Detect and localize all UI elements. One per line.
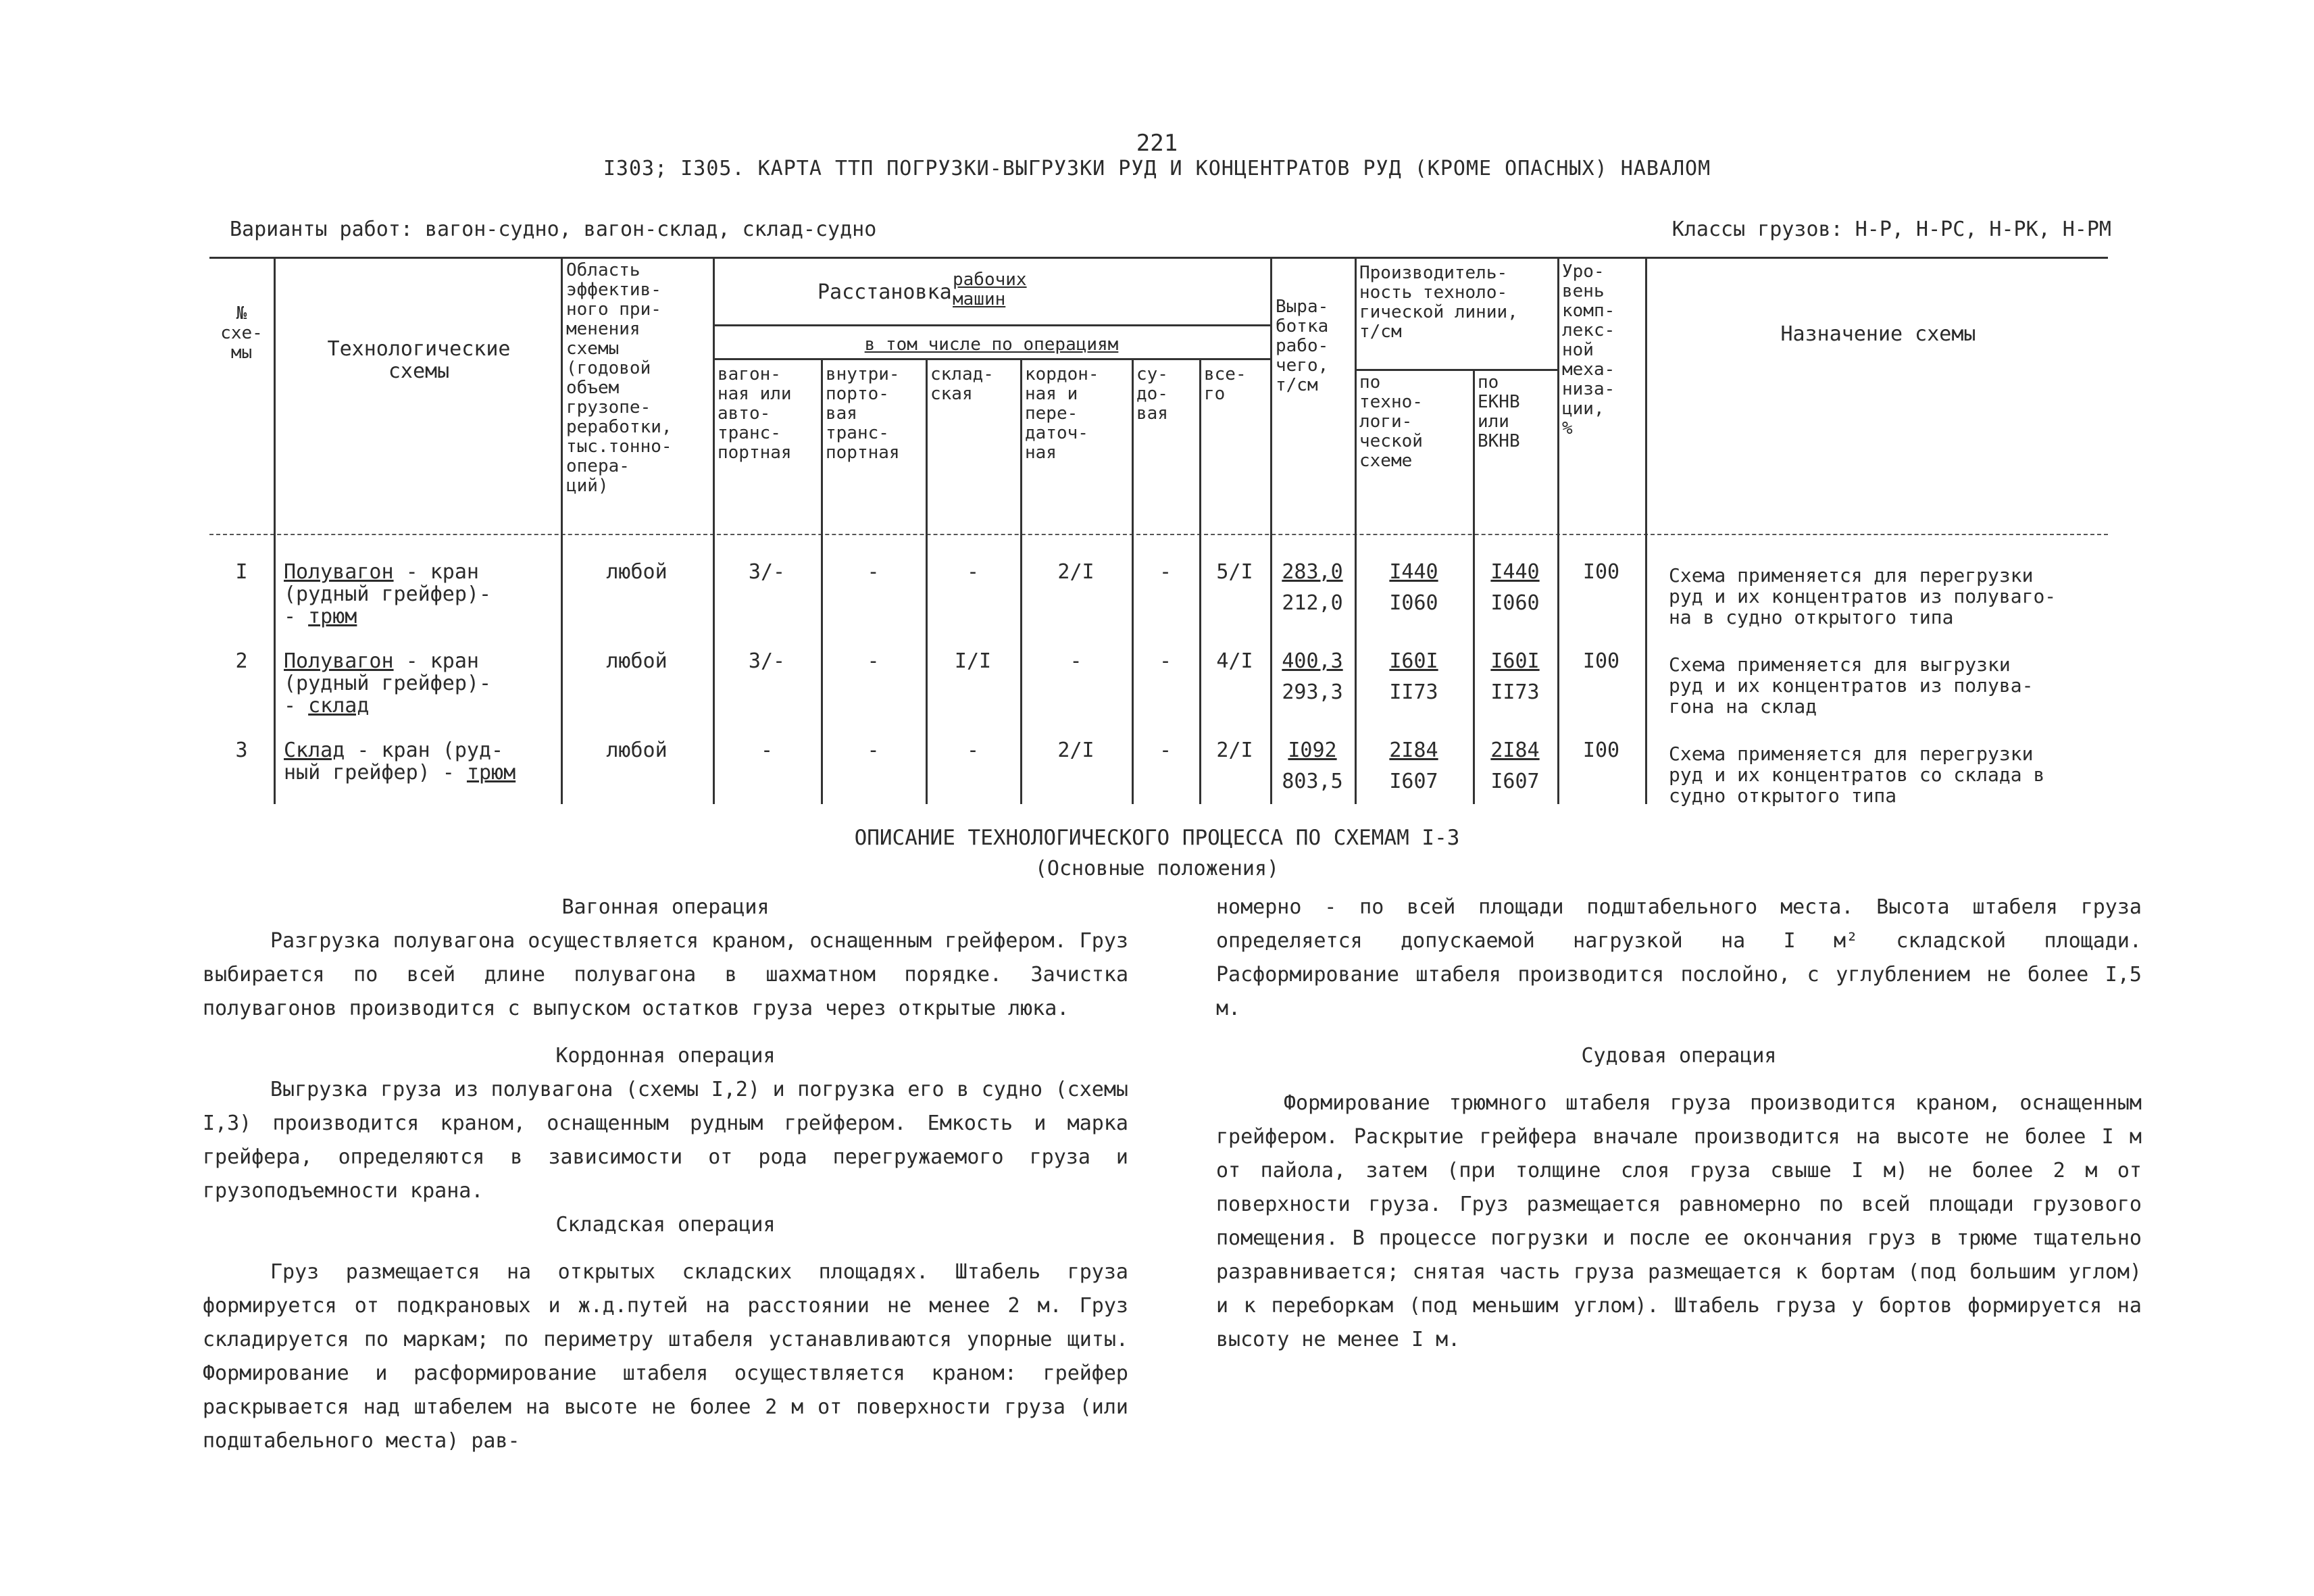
row-2-op-warehouse: I/I	[954, 649, 992, 673]
work-variants: Варианты работ: вагон-судно, вагон-склад, склад-судно	[230, 218, 877, 241]
cargo-classes: Классы грузов: Н-Р, Н-РС, Н-РК, Н-РМ	[1671, 218, 2111, 241]
row-1-op-wagon: 3/-	[748, 560, 786, 584]
row-2-op-wagon: 3/-	[748, 649, 786, 673]
row-3-scheme: Склад - кран (руд- ный грейфер) - трюм	[284, 739, 516, 784]
row-2-op-cordon: -	[1070, 649, 1082, 673]
row-1-purpose: Схема применяется для перегрузки руд и их концентратов из полуваго- на в судно открытого типа	[1669, 564, 2057, 628]
warehouse-operation-text: Груз размещается на открытых складских площадях. Штабель груза формируется от подкрановых и ж.д.путей на расстоянии не менее 2 м. Груз складируется по маркам; по периметру штабеля устанавливаются упорные щиты. Формирование и расформирование штабеля осуществляется краном: грейфер раскрывается над штабелем на высоте не более 2 м от поверхности груза (или подштабельного места) рав-	[203, 1260, 1128, 1453]
row-1-prod-scheme-top: I440	[1389, 560, 1438, 584]
technology-table	[209, 257, 2108, 807]
row-3-op-wagon: -	[760, 739, 774, 762]
row-1-prod-scheme-bottom: I060	[1389, 591, 1438, 615]
row-2-prod-eknv-top: I60I	[1490, 649, 1540, 673]
row-3-op-warehouse: -	[966, 739, 980, 762]
description-title: ОПИСАНИЕ ТЕХНОЛОГИЧЕСКОГО ПРОЦЕССА ПО СХЕМАМ I-3	[854, 826, 1460, 850]
row-3-op-total: 2/I	[1216, 739, 1253, 762]
row-3-area: любой	[606, 739, 668, 762]
col-rule	[1557, 257, 1559, 804]
row-2-scheme: Полувагон - кран (рудный грейфер)- - склад	[284, 649, 492, 718]
row-1-area: любой	[606, 560, 668, 584]
header-op-cordon: кордон- ная и пере- даточ- ная	[1025, 364, 1099, 463]
row-1-scheme: Полувагон - кран (рудный грейфер)- - трюм	[284, 560, 492, 628]
row-2-op-total: 4/I	[1216, 649, 1253, 673]
warehouse-operation-heading: Складская операция	[555, 1213, 776, 1237]
row-2-op-internal: -	[867, 649, 880, 673]
row-3-prod-scheme-top: 2I84	[1389, 739, 1438, 762]
row-1-op-cordon: 2/I	[1057, 560, 1095, 584]
table-top-rule	[209, 257, 2108, 259]
col-rule	[274, 257, 276, 804]
ship-operation-text: Формирование трюмного штабеля груза производится краном, оснащенным грейфером. Раскрытие грейфера вначале производится на высоте не более I м от пайола, затем (при толщине слоя груза свыше I м) не более 2 м от поверхности груза. Груз размещается равномерно по всей площади грузового помещения. В процессе погрузки и после ее окончания груз в трюме тщательно разравнивается; снятая часть груза размещается к бортам (под большим углом) и к переборкам (под меньшим углом). Штабель груза у бортов формируется на высоту не менее I м.	[1216, 1091, 2142, 1351]
row-2-output-bottom: 293,3	[1282, 680, 1343, 704]
row-2-prod-scheme-top: I60I	[1389, 649, 1438, 673]
row-3-prod-eknv-top: 2I84	[1490, 739, 1540, 762]
cordon-operation-text: Выгрузка груза из полувагона (схемы I,2) и погрузка его в судно (схемы I,3) производится краном, оснащенным рудным грейфером. Емкость и марка грейфера, определяются в зависимости от рода перегружаемого груза и грузоподъемности крана.	[203, 1078, 1128, 1203]
row-2-output-top: 400,3	[1282, 649, 1343, 673]
header-op-internal: внутри- порто- вая транс- портная	[826, 364, 900, 463]
header-purpose: Назначение схемы	[1780, 322, 1976, 346]
row-1-op-warehouse: -	[966, 560, 980, 584]
cordon-operation-heading: Кордонная операция	[555, 1044, 776, 1068]
warehouse-operation-continued: номерно - по всей площади подштабельного места. Высота штабеля груза определяется допускаемой нагрузкой на I м² складской площади. Расформирование штабеля производится послойно, с углублением не более I,5 м.	[1216, 895, 2142, 1020]
row-1-op-ship: -	[1159, 560, 1172, 584]
row-3-mechanization: I00	[1582, 739, 1620, 762]
row-3-prod-eknv-bottom: I607	[1490, 770, 1540, 793]
row-2-mechanization: I00	[1582, 649, 1620, 673]
header-op-warehouse: склад- ская	[930, 364, 994, 404]
header-prod-scheme: по техно- логи- ческой схеме	[1359, 372, 1423, 471]
col-rule	[1355, 257, 1357, 804]
row-3-op-internal: -	[867, 739, 880, 762]
header-bottom-rule	[209, 534, 2108, 535]
row-2-no: 2	[235, 649, 248, 673]
header-mechanization: Уро- вень комп- лекс- ной меха- низа- ции, %	[1562, 261, 1615, 439]
col-rule	[1270, 257, 1272, 804]
ship-operation-heading: Судовая операция	[1581, 1044, 1777, 1068]
row-3-no: 3	[235, 739, 248, 762]
row-1-prod-eknv-bottom: I060	[1490, 591, 1540, 615]
wagon-operation-text: Разгрузка полувагона осуществляется краном, оснащенным грейфером. Груз выбирается по всей длине полувагона в шахматном порядке. Зачистка полувагонов производится с выпуском остатков груза через открытые люка.	[203, 929, 1128, 1020]
row-1-no: I	[235, 560, 248, 584]
header-scheme-no: № схе- мы	[220, 303, 263, 363]
row-3-output-bottom: 803,5	[1282, 770, 1343, 793]
row-3-op-ship: -	[1159, 739, 1172, 762]
description-subtitle: (Основные положения)	[1034, 857, 1280, 880]
header-by-operation: в том числе по операциям	[864, 334, 1119, 355]
row-1-prod-eknv-top: I440	[1490, 560, 1540, 584]
row-3-op-cordon: 2/I	[1057, 739, 1095, 762]
row-2-op-ship: -	[1159, 649, 1172, 673]
header-prod-eknv: по ЕКНВ или ВКНВ	[1478, 372, 1520, 451]
header-op-ship: су- до- вая	[1136, 364, 1168, 424]
row-2-prod-scheme-bottom: II73	[1389, 680, 1438, 704]
row-1-op-total: 5/I	[1216, 560, 1253, 584]
row-1-output-top: 283,0	[1282, 560, 1343, 584]
row-2-purpose: Схема применяется для выгрузки руд и их концентратов из полува- гона на склад	[1669, 653, 2034, 718]
row-1-mechanization: I00	[1582, 560, 1620, 584]
header-area: Область эффектив- ного при- менения схемы (годовой объем грузопе- реработки, тыс.тонно- опера- ций)	[566, 260, 672, 496]
header-op-wagon: вагон- ная или авто- транс- портная	[718, 364, 792, 463]
row-3-purpose: Схема применяется для перегрузки руд и их концентратов со склада в судно открытого типа	[1669, 743, 2045, 807]
header-productivity: Производитель- ность техноло- гической линии, т/см	[1359, 263, 1518, 342]
operations-rule	[713, 358, 1270, 360]
wagon-operation-heading: Вагонная операция	[561, 895, 770, 919]
row-3-output-top: I092	[1288, 739, 1337, 762]
row-1-output-bottom: 212,0	[1282, 591, 1343, 615]
page-number: 221	[1136, 130, 1178, 157]
row-3-prod-scheme-bottom: I607	[1389, 770, 1438, 793]
header-schemes: Технологические схемы	[327, 337, 511, 383]
productivity-rule	[1355, 369, 1557, 371]
document-title: I303; I305. КАРТА ТТП ПОГРУЗКИ-ВЫГРУЗКИ РУД И КОНЦЕНТРАТОВ РУД (КРОМЕ ОПАСНЫХ) НАВАЛОМ	[603, 157, 1711, 180]
row-2-prod-eknv-bottom: II73	[1490, 680, 1540, 704]
header-output: Выра- ботка рабо- чего, т/см	[1276, 297, 1329, 395]
left-text-column	[203, 891, 1128, 1458]
right-text-column	[1216, 891, 2142, 1357]
header-placement: Расстановка	[818, 280, 952, 304]
row-2-area: любой	[606, 649, 668, 673]
col-rule	[1645, 257, 1647, 804]
header-placement-machines: рабочих машин	[953, 270, 1027, 309]
col-rule	[561, 257, 563, 804]
header-op-total: все- го	[1204, 364, 1247, 404]
placement-rule	[713, 324, 1270, 326]
row-1-op-internal: -	[867, 560, 880, 584]
